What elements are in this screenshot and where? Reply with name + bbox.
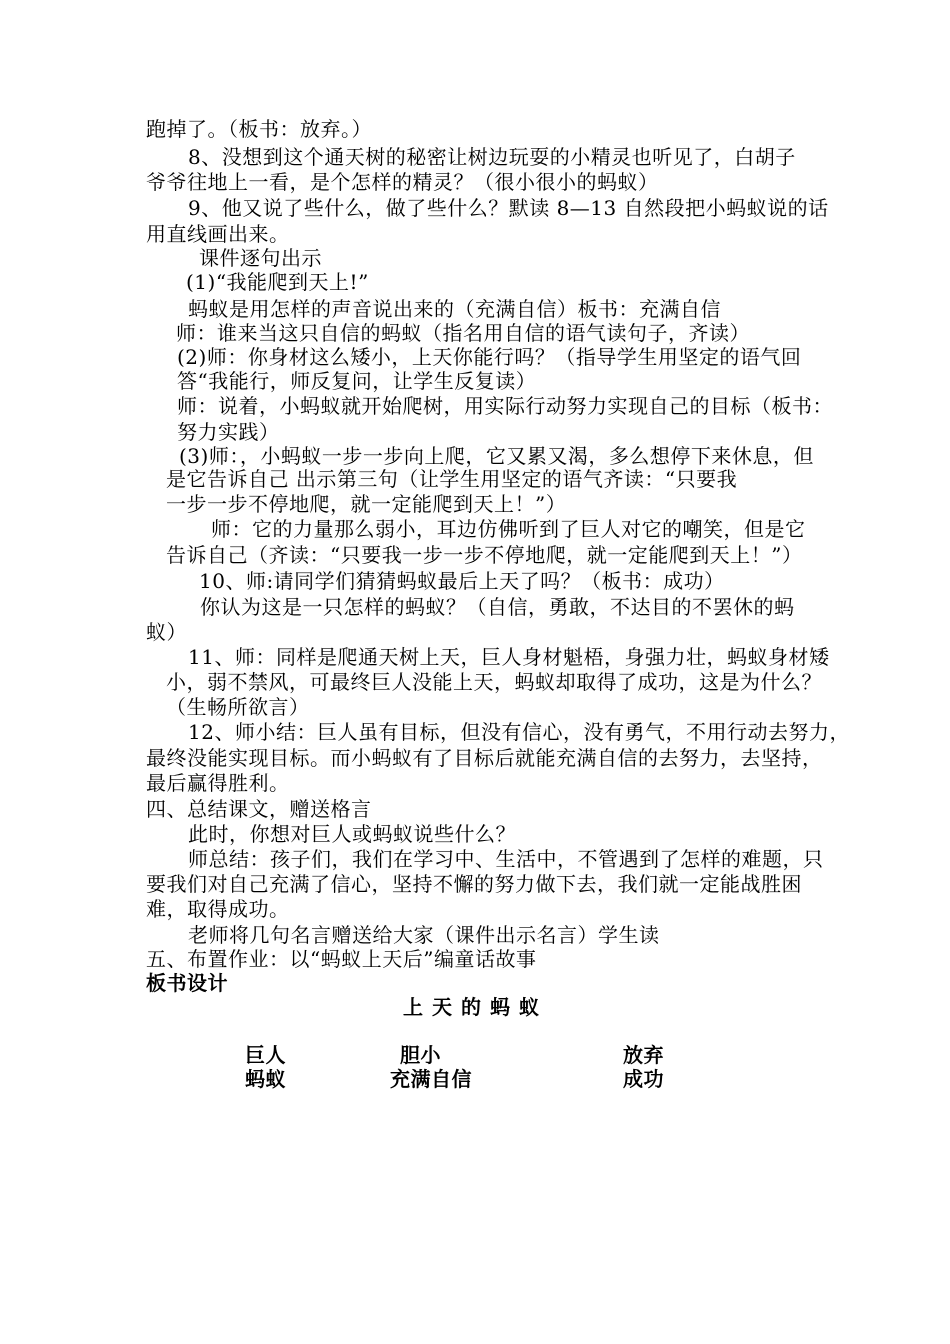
text-line: 11、师：同样是爬通天树上天，巨人身材魁梧，身强力壮，蚂蚁身材矮 (188, 645, 830, 669)
text-line: 小，弱不禁风，可最终巨人没能上天，蚂蚁却取得了成功，这是为什么？ (166, 670, 822, 694)
text-line: 答“我能行，师反复问，让学生反复读） (177, 369, 537, 393)
board-cell: 蚂蚁 (245, 1067, 286, 1091)
text-line: 一步一步不停地爬，就一定能爬到天上！”） (166, 492, 567, 516)
board-cell: 胆小 (400, 1043, 441, 1067)
text-line: (3)师：，小蚂蚁一步一步向上爬，它又累又渴，多么想停下来休息，但 (179, 444, 814, 468)
text-line: 蚁） (146, 620, 187, 644)
text-line: 用直线画出来。 (146, 222, 290, 246)
board-cell: 充满自信 (390, 1067, 472, 1091)
text-line: 师：谁来当这只自信的蚂蚁（指名用自信的语气读句子，齐读） (176, 321, 750, 345)
text-line: (2)师：你身材这么矮小，上天你能行吗？（指导学生用坚定的语气回 (177, 345, 802, 369)
text-line: 最后赢得胜利。 (146, 771, 290, 795)
text-line: 此时，你想对巨人或蚂蚁说些什么？ (188, 822, 516, 846)
text-line: 蚂蚁是用怎样的声音说出来的（充满自信）板书：充满自信 (188, 297, 721, 321)
text-line: 难，取得成功。 (146, 897, 290, 921)
section-heading: 四、总结课文，赠送格言 (146, 797, 372, 821)
text-line: 你认为这是一只怎样的蚂蚁？（自信，勇敢，不达目的不罢休的蚂 (200, 595, 795, 619)
text-line: 课件逐句出示 (199, 246, 322, 270)
text-line: 12、师小结：巨人虽有目标，但没有信心，没有勇气，不用行动去努力， (188, 720, 850, 744)
text-line: 最终没能实现目标。而小蚂蚁有了目标后就能充满自信的去努力，去坚持， (146, 746, 823, 770)
text-line: 师总结：孩子们，我们在学习中、生活中，不管遇到了怎样的难题，只 (188, 847, 824, 871)
text-line: (1)“我能爬到天上!” (186, 270, 369, 294)
board-cell: 巨人 (245, 1043, 286, 1067)
text-line: 爷爷往地上一看，是个怎样的精灵？（很小很小的蚂蚁） (146, 170, 659, 194)
board-title: 上天的蚂蚁 (403, 995, 548, 1019)
text-line: 是它告诉自己 出示第三句（让学生用坚定的语气齐读：“只要我 (166, 467, 738, 491)
text-line: 老师将几句名言赠送给大家（课件出示名言）学生读 (188, 923, 660, 947)
text-line: 努力实践） (177, 420, 280, 444)
text-line: （生畅所欲言） (166, 695, 310, 719)
section-heading: 五、布置作业：以“蚂蚁上天后”编童话故事 (146, 947, 537, 971)
text-line: 师：它的力量那么弱小，耳边仿佛听到了巨人对它的嘲笑，但是它 (211, 517, 806, 541)
text-line: 10、师:请同学们猜猜蚂蚁最后上天了吗？（板书：成功） (199, 569, 725, 593)
text-line: 要我们对自己充满了信心，坚持不懈的努力做下去，我们就一定能战胜困 (146, 872, 802, 896)
text-line: 跑掉了。（板书：放弃。） (146, 117, 372, 141)
board-design-heading: 板书设计 (146, 971, 228, 995)
board-cell: 成功 (623, 1067, 664, 1091)
text-line: 师：说着，小蚂蚁就开始爬树，用实际行动努力实现自己的目标（板书： (177, 394, 833, 418)
text-line: 9、他又说了些什么，做了些什么？默读 8—13 自然段把小蚂蚁说的话 (188, 196, 829, 220)
text-line: 8、没想到这个通天树的秘密让树边玩耍的小精灵也听见了，白胡子 (188, 145, 796, 169)
board-cell: 放弃 (623, 1043, 664, 1067)
text-line: 告诉自己（齐读：“只要我一步一步不停地爬，就一定能爬到天上！”） (166, 543, 803, 567)
